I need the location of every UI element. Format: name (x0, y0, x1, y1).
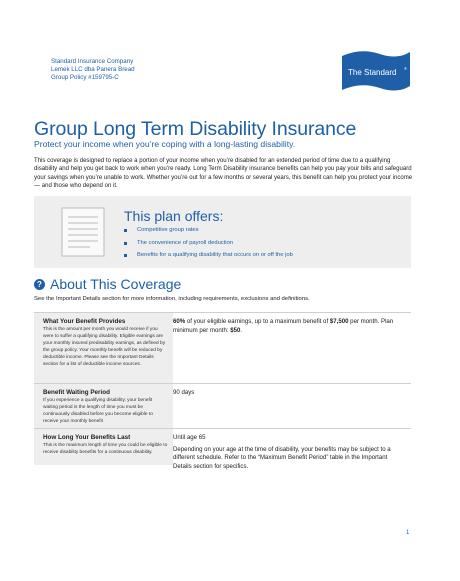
page-title: Group Long Term Disability Insurance (34, 118, 357, 140)
value-text: . (240, 326, 243, 334)
row-label-cell (34, 429, 173, 465)
row-value (173, 318, 403, 335)
table-row (34, 428, 411, 485)
max-benefit: $7,500 (329, 318, 349, 325)
list-item (124, 224, 293, 237)
company-name: Standard Insurance Company (51, 58, 134, 65)
row-label: What Your Benefit Provides (43, 318, 126, 325)
logo-text: The Standard (348, 68, 397, 77)
plan-offers-title: This plan offers: (124, 208, 224, 224)
row-label-cell (34, 313, 173, 383)
bullet-icon (124, 229, 127, 232)
row-description: If you experience a qualifying disability, your benefit waiting period is the length of time you must be continuously disabled before you become eligible to receive your monthly benefit (43, 398, 153, 424)
coverage-table (34, 312, 411, 485)
waiting-period-value: 90 days (173, 389, 195, 396)
value-text: per month. Plan minimum per month: (173, 318, 394, 334)
row-value (173, 389, 403, 398)
employer-name: Lemek LLC dba Panera Bread (51, 66, 135, 74)
offer-text: Benefits for a qualifying disability that occurs on or off the job (137, 252, 293, 258)
row-description: This is the amount per month you would receive if you were to suffer a qualifying disability. Eligible earnings are your monthly insured predisability earnings, as defined by the group policy. Your monthly benefit will be reduced by deductible income. Please see the Important Details section for a list of deductible income sources. (43, 327, 166, 367)
about-coverage-title: About This Coverage (50, 276, 182, 292)
page-subtitle: Protect your income when you’re coping with a long-lasting disability. (34, 139, 296, 149)
table-row (34, 383, 411, 428)
benefit-percent: 60% (173, 318, 186, 325)
list-item (124, 237, 293, 250)
row-value (173, 434, 403, 471)
bullet-icon (124, 242, 127, 245)
row-label: Benefit Waiting Period (43, 389, 110, 396)
logo-registered-mark: ® (404, 66, 407, 71)
table-row (34, 312, 411, 383)
the-standard-logo (338, 48, 414, 98)
group-policy-number: Group Policy #159795-C (51, 74, 119, 82)
offer-text: The convenience of payroll deduction (137, 239, 234, 246)
company-info (51, 58, 135, 83)
benefit-duration-note: Depending on your age at the time of disability, your benefits may be subject to a different schedule. Refer to the “Maximum Benefit Period” table in the Important Details section for specifics. (173, 445, 391, 470)
row-label-cell (34, 384, 173, 428)
bullet-icon (124, 254, 127, 257)
page-number: 1 (406, 530, 410, 536)
plan-offers-list (124, 224, 293, 262)
about-coverage-note: See the Important Details section for more information, including requirements, exclusions and definitions. (34, 296, 310, 302)
question-mark-icon: ? (34, 279, 45, 290)
offer-text: Competitive group rates (137, 227, 199, 233)
row-label: How Long Your Benefits Last (43, 434, 131, 441)
document-icon (58, 204, 113, 260)
min-benefit: $50 (230, 326, 241, 334)
value-text: of your eligible earnings, up to a maximum benefit of (185, 318, 330, 325)
list-item (124, 249, 293, 262)
row-description: This is the maximum length of time you could be eligible to receive disability benefits for a continuous disability. (43, 443, 168, 455)
benefit-duration-value: Until age 65 (173, 434, 206, 441)
plan-offers-box (34, 196, 411, 268)
intro-paragraph: This coverage is designed to replace a portion of your income when you’re disabled for an extended period of time due to a qualifying disability and help you get back to work when you’re ready. Long Term Disability insurance benefits can help you pay your bills and safeguard your savings when you’re unable to work. Whether you’re out for a few months or several years, this benefit can help you protect your income — and those who depend on it. (34, 158, 413, 189)
flag-logo-icon (338, 48, 414, 98)
